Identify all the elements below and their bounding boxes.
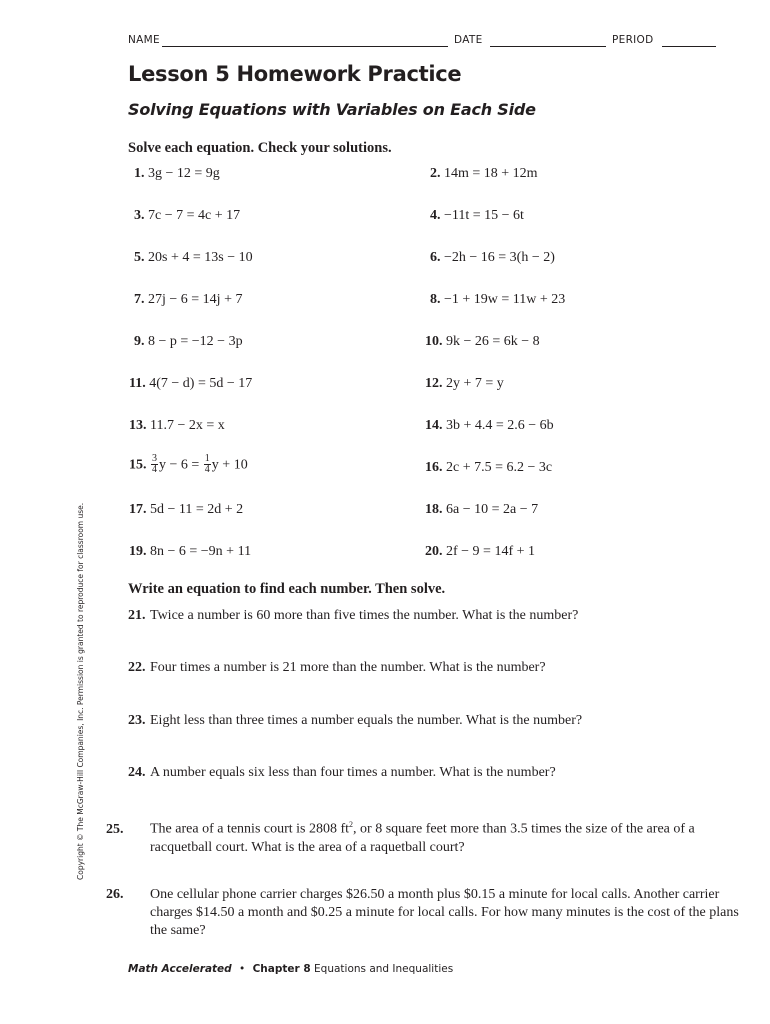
name-blank xyxy=(162,46,448,47)
problem-13: 13. 11.7 − 2x = x xyxy=(129,418,225,433)
page-subtitle: Solving Equations with Variables on Each Side xyxy=(128,100,536,119)
footer-course: Math Accelerated xyxy=(128,963,232,975)
problem-25: 25. The area of a tennis court is 2808 $ft^2$, or 8 square feet more than 3.5 times the size of the area of a racquetball court. What is the area of a raquetball court? xyxy=(106,820,695,855)
problem-7: 7. 27j − 6 = 14j + 7 xyxy=(134,292,243,307)
problem-19: 19. 8n − 6 = −9n + 11 xyxy=(129,544,252,559)
copyright-notice: Copyright © The McGraw-Hill Companies, Inc. Permission is granted to reproduce for classroom use. xyxy=(76,502,85,880)
footer-chapter-title: Equations and Inequalities xyxy=(314,963,454,975)
period-blank xyxy=(662,46,716,47)
problem-22: 22. Four times a number is 21 more than the number. What is the number? xyxy=(128,660,546,675)
problem-23: 23. Eight less than three times a number equals the number. What is the number? xyxy=(128,713,583,728)
problem-24: 24. A number equals six less than four times a number. What is the number? xyxy=(128,765,556,780)
problem-4: 4. −11t = 15 − 6t xyxy=(430,208,524,223)
period-label: PERIOD xyxy=(612,34,654,46)
problem-2: 2. 14m = 18 + 12m xyxy=(430,166,538,181)
problem-18: 18. 6a − 10 = 2a − 7 xyxy=(425,502,539,517)
problem-12: 12. 2y + 7 = y xyxy=(425,376,504,391)
problem-6: 6. −2h − 16 = 3(h − 2) xyxy=(430,250,555,265)
date-blank xyxy=(490,46,606,47)
problem-11: 11. 4(7 − d) = 5d − 17 xyxy=(129,376,253,391)
date-label: DATE xyxy=(454,34,483,46)
problem-9: 9. 8 − p = −12 − 3p xyxy=(134,334,243,349)
problem-3: 3. 7c − 7 = 4c + 17 xyxy=(134,208,241,223)
problem-16: 16. 2c + 7.5 = 6.2 − 3c xyxy=(425,460,553,475)
student-info-header xyxy=(128,34,718,50)
name-label: NAME xyxy=(128,34,160,46)
problem-20: 20. 2f − 9 = 14f + 1 xyxy=(425,544,536,559)
problem-14: 14. 3b + 4.4 = 2.6 − 6b xyxy=(425,418,554,433)
problem-17: 17. 5d − 11 = 2d + 2 xyxy=(129,502,244,517)
section2-instruction: Write an equation to find each number. Then solve. xyxy=(128,581,446,597)
page-title: Lesson 5 Homework Practice xyxy=(128,62,462,86)
problem-5: 5. 20s + 4 = 13s − 10 xyxy=(134,250,253,265)
problem-10: 10. 9k − 26 = 6k − 8 xyxy=(425,334,540,349)
fraction-three-quarters: $\frac{3}{4}$ xyxy=(152,453,157,475)
footer-bullet: • xyxy=(239,963,246,975)
section1-instruction: Solve each equation. Check your solutions. xyxy=(128,140,392,156)
problem-26: 26. One cellular phone carrier charges $26.50 a month plus $0.15 a minute for local calls. Another carrier charges $14.50 a month and $0.25 a minute for local calls. For how many minutes is the cost of the plans the same? xyxy=(106,887,739,938)
fraction-one-quarter: $\frac{1}{4}$ xyxy=(204,453,210,475)
problem-1: 1. 3g − 12 = 9g xyxy=(134,166,220,181)
page-footer xyxy=(128,963,453,975)
problem-15: 15. $\frac{3}{4}$ y − 6 = $\frac{1}{4}$ y + 10 xyxy=(129,453,248,475)
problem-21: 21. Twice a number is 60 more than five times the number. What is the number? xyxy=(128,608,579,623)
footer-chapter: Chapter 8 xyxy=(252,963,311,975)
problem-8: 8. −1 + 19w = 11w + 23 xyxy=(430,292,566,307)
